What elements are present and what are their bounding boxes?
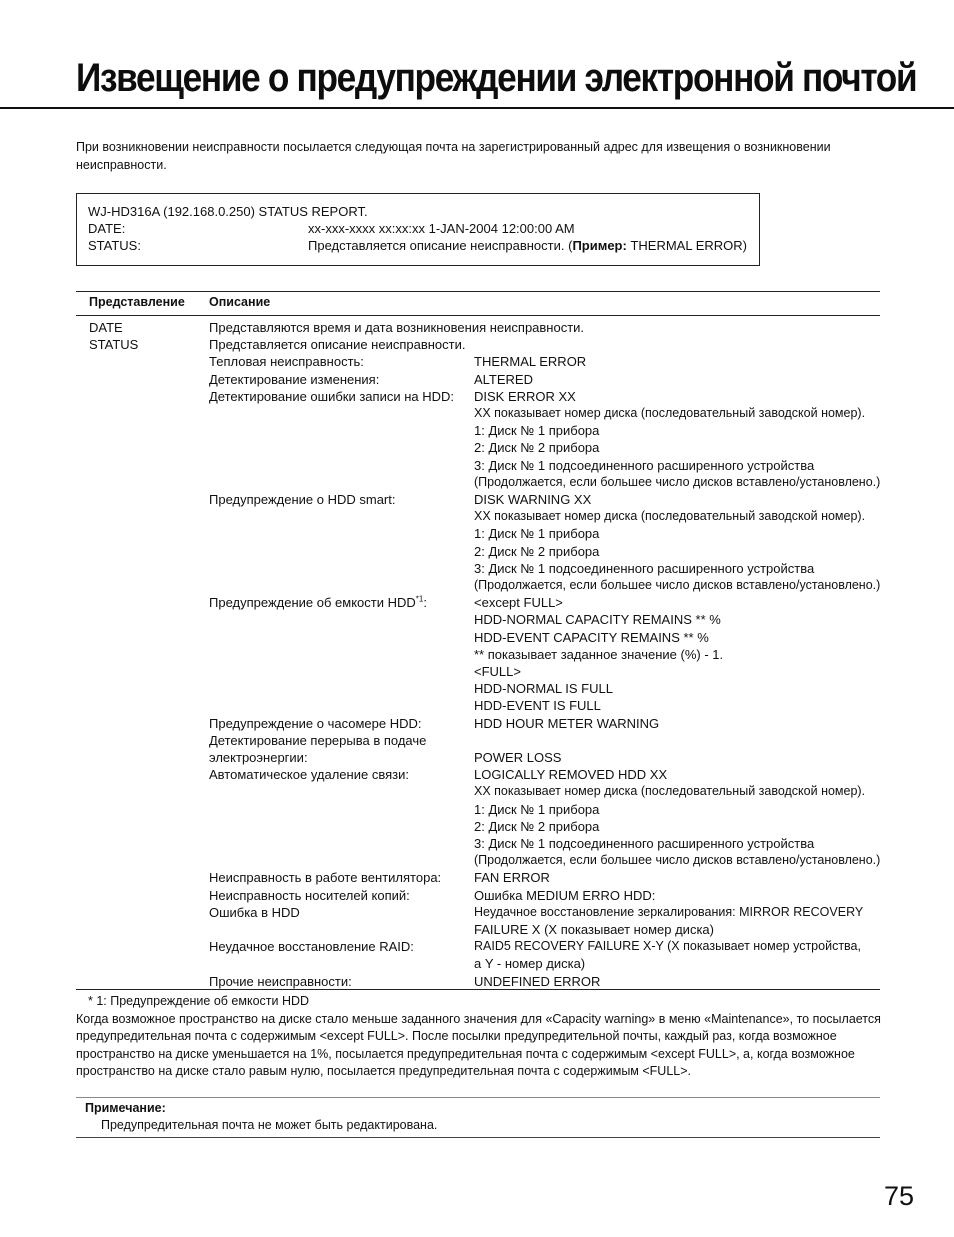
report-status-label: STATUS: <box>88 238 141 253</box>
report-example-value: THERMAL ERROR) <box>626 238 747 253</box>
table-cell-value: XX показывает номер диска (последовательный заводской номер). <box>474 406 866 420</box>
table-cell-representation: STATUS <box>89 337 139 353</box>
table-cell-value: <FULL> <box>474 664 521 679</box>
table-cell-description: Представляются время и дата возникновения неисправности. <box>209 320 585 335</box>
table-cell-description: Предупреждение о HDD smart: <box>209 492 396 507</box>
table-cell-description: Детектирование изменения: <box>209 371 380 387</box>
table-cell-suffix: : <box>423 595 427 611</box>
table-cell-value: (Продолжается, если большее число дисков вставлено/установлено.) <box>474 853 881 868</box>
intro-paragraph: При возникновении неисправности посылается следующая почта на зарегистрированный адрес для извещения о возникновении неисправности. <box>76 140 831 172</box>
table-cell-description: Предупреждение о часомере HDD: <box>209 715 422 731</box>
table-cell-value: 1: Диск № 1 прибора <box>474 423 600 439</box>
report-date-value: xx-xxx-xxxx xx:xx:xx 1-JAN-2004 12:00:00 AM <box>308 221 575 236</box>
table-bottom-rule <box>76 989 880 990</box>
table-cell-value: ALTERED <box>474 371 533 387</box>
table-cell-value: (Продолжается, если большее число дисков вставлено/установлено.) <box>474 578 881 592</box>
report-example-label: Пример: <box>572 238 627 253</box>
table-cell-value: 3: Диск № 1 подсоединенного расширенного устройства <box>474 836 815 851</box>
footnote-marker: *1 <box>415 594 424 604</box>
table-cell-description: Неисправность в работе вентилятора: <box>209 870 442 886</box>
table-cell-value: XX показывает номер диска (последовательный заводской номер). <box>474 784 866 799</box>
table-cell-value: FAN ERROR <box>474 870 550 886</box>
footnote-body: Когда возможное пространство на диске стало меньше заданного значения для «Capacity warning» в меню «Maintenance», то посылается предупредительная почта с содержимым <except FULL>. После посылки предупредительной почты, каждый раз, когда возможное пространство на диске уменьшается на 1%, посылается предупредительная почта с содержимым <except FULL>, а, когда возможное пространство на диске стало равым нулю, посылается предупредительная почта с содержимым <FULL>. <box>76 1012 881 1078</box>
status-report-example <box>76 193 760 266</box>
note-bottom-rule <box>76 1137 880 1138</box>
table-cell-value: HDD-NORMAL IS FULL <box>474 681 613 697</box>
table-cell-description <box>209 594 427 611</box>
table-cell-value: HDD-EVENT CAPACITY REMAINS ** % <box>474 629 709 645</box>
table-cell-value: <except FULL> <box>474 595 563 611</box>
table-cell-value: 1: Диск № 1 прибора <box>474 526 600 542</box>
title-rule <box>0 107 954 109</box>
table-cell-value: HDD HOUR METER WARNING <box>474 715 660 731</box>
table-cell-value: а Y - номер диска) <box>474 956 586 972</box>
page-title: Извещение о предупреждении электронной почтой <box>76 56 917 100</box>
table-cell-value: DISK WARNING XX <box>474 492 592 507</box>
table-cell-value: UNDEFINED ERROR <box>474 973 601 989</box>
table-header-rule <box>76 315 880 316</box>
table-header-description: Описание <box>209 295 271 309</box>
table-cell-value: POWER LOSS <box>474 750 562 765</box>
report-status-prefix: Представляется описание неисправности. ( <box>308 238 573 253</box>
table-cell-value: THERMAL ERROR <box>474 354 587 370</box>
table-cell-value: LOGICALLY REMOVED HDD XX <box>474 767 668 783</box>
table-cell-value: 2: Диск № 2 прибора <box>474 543 600 559</box>
table-cell-description: электроэнергии: <box>209 750 308 765</box>
table-cell-value: ** показывает заданное значение (%) - 1. <box>474 646 724 662</box>
note-text: Предупредительная почта не может быть редактирована. <box>101 1118 438 1132</box>
note-title: Примечание: <box>85 1101 166 1115</box>
table-cell-description: Автоматическое удаление связи: <box>209 767 409 783</box>
footnote-heading: * 1: Предупреждение об емкости HDD <box>88 994 310 1008</box>
table-cell-value: DISK ERROR XX <box>474 388 576 404</box>
table-cell-text: Предупреждение об емкости HDD <box>209 595 416 611</box>
table-cell-value: RAID5 RECOVERY FAILURE X-Y (X показывает номер устройства, <box>474 939 861 954</box>
table-cell-value: HDD-NORMAL CAPACITY REMAINS ** % <box>474 612 721 628</box>
report-header-line: WJ-HD316A (192.168.0.250) STATUS REPORT. <box>88 204 368 219</box>
table-cell-description: Детектирование перерыва в подаче <box>209 732 427 748</box>
table-cell-value: 1: Диск № 1 прибора <box>474 801 600 817</box>
table-cell-representation: DATE <box>89 320 123 335</box>
table-cell-value: 2: Диск № 2 прибора <box>474 818 600 834</box>
table-cell-value: (Продолжается, если большее число дисков вставлено/установлено.) <box>474 474 881 489</box>
table-cell-value: 2: Диск № 2 прибора <box>474 440 600 456</box>
table-cell-description: Неудачное восстановление RAID: <box>209 939 414 955</box>
report-status-value <box>308 237 747 254</box>
table-cell-description: Прочие неисправности: <box>209 973 352 989</box>
table-cell-description: Тепловая неисправность: <box>209 354 364 370</box>
table-cell-description: Ошибка в HDD <box>209 904 300 920</box>
table-cell-value: 3: Диск № 1 подсоединенного расширенного устройства <box>474 560 815 576</box>
table-top-rule <box>76 291 880 292</box>
table-cell-value: Ошибка MEDIUM ERRO HDD: <box>474 887 656 903</box>
table-cell-value: Неудачное восстановление зеркалирования: MIRROR RECOVERY <box>474 904 864 919</box>
note-top-rule <box>76 1097 880 1098</box>
table-cell-value: 3: Диск № 1 подсоединенного расширенного устройства <box>474 457 815 473</box>
page-number: 75 <box>884 1181 915 1211</box>
table-cell-value: FAILURE X (X показывает номер диска) <box>474 922 714 937</box>
table-cell-description: Представляется описание неисправности. <box>209 337 466 353</box>
table-header-representation: Представление <box>89 295 185 309</box>
report-date-label: DATE: <box>88 221 126 236</box>
table-cell-description: Неисправность носителей копий: <box>209 887 410 903</box>
table-cell-value: HDD-EVENT IS FULL <box>474 698 601 714</box>
table-cell-description: Детектирование ошибки записи на HDD: <box>209 388 455 404</box>
table-cell-value: XX показывает номер диска (последовательный заводской номер). <box>474 509 866 524</box>
